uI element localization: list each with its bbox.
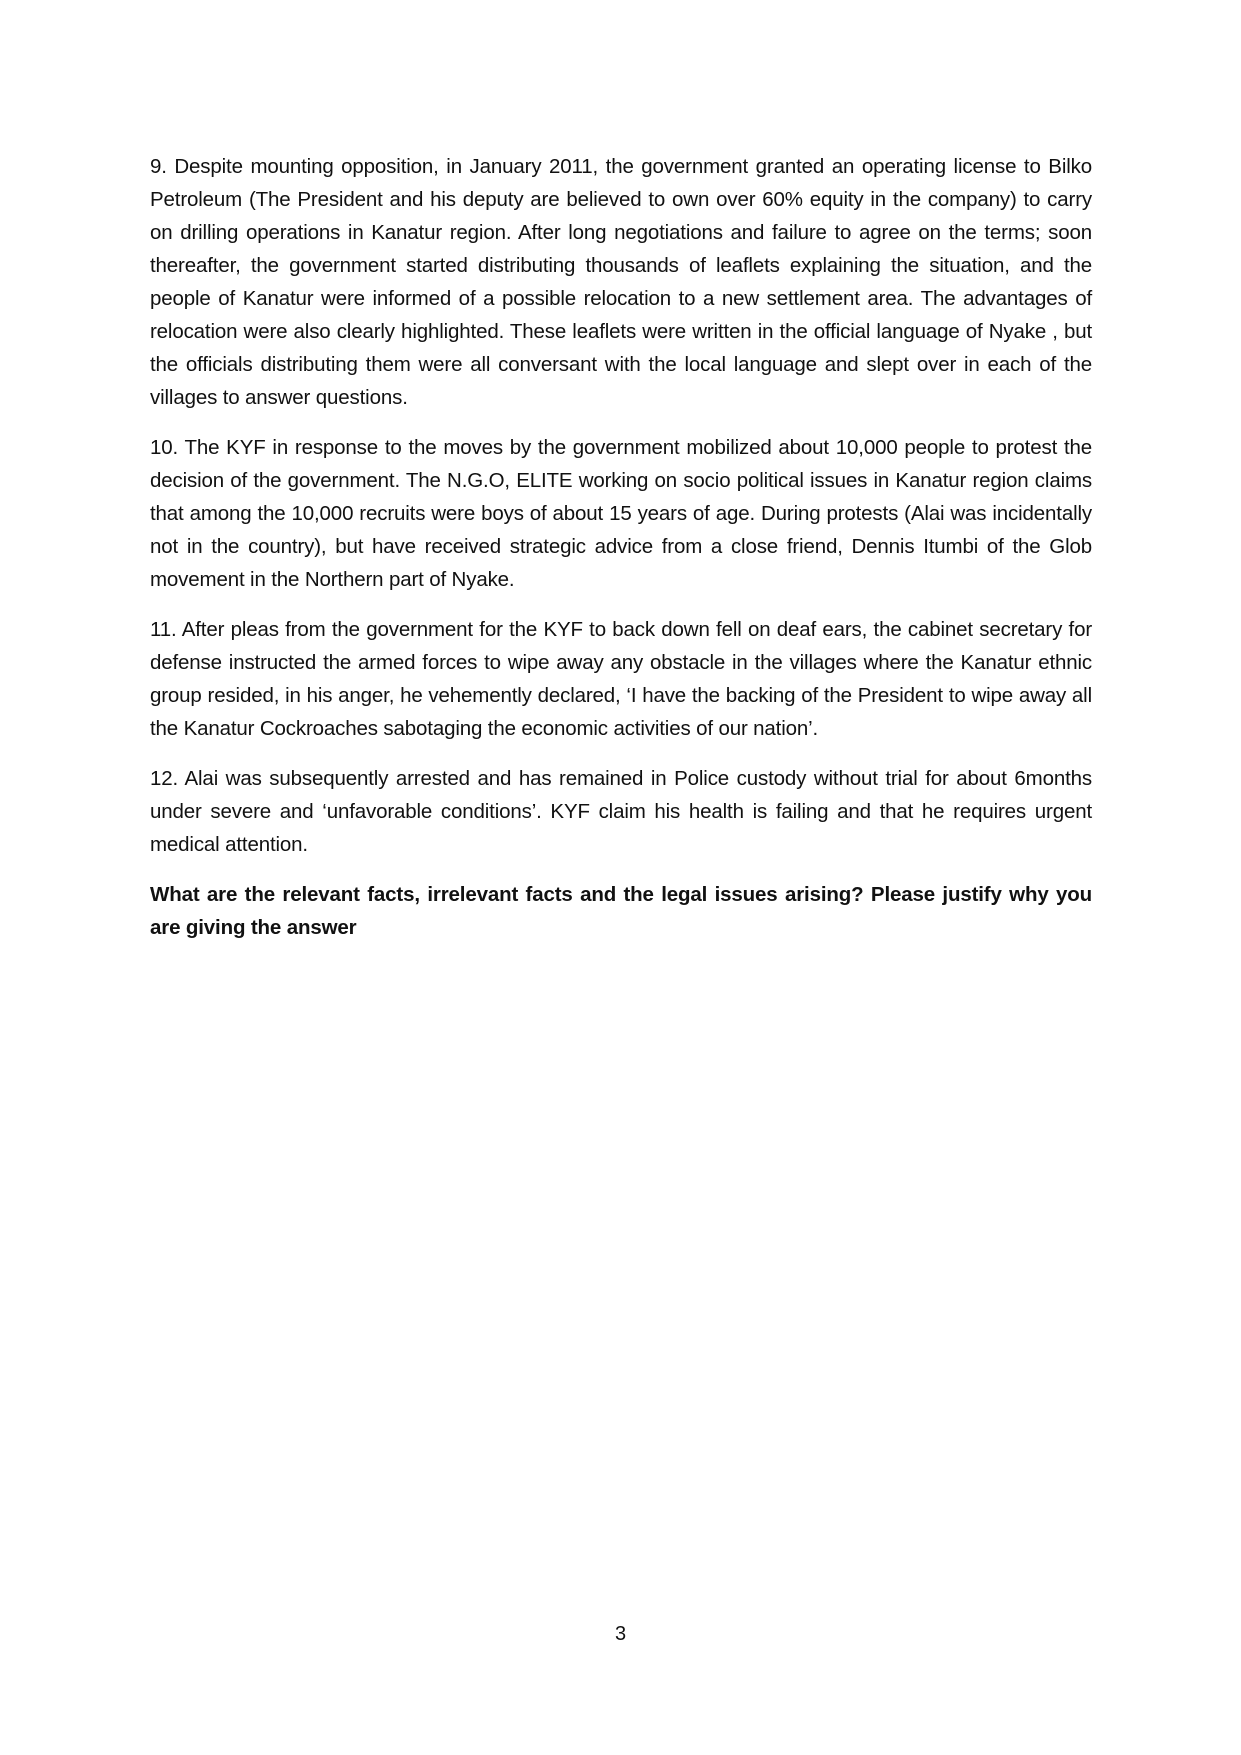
question-text: What are the relevant facts, irrelevant facts and the legal issues arising? Please justify why you are giving the answer xyxy=(150,883,1092,939)
paragraph-11: 11. After pleas from the government for the KYF to back down fell on deaf ears, the cabinet secretary for defense instructed the armed forces to wipe away any obstacle in the villages where the Kanatur ethnic group resided, in his anger, he vehemently declared, ‘I have the backing of the President to wipe away all the Kanatur Cockroaches sabotaging the economic activities of our nation’. xyxy=(150,618,1092,740)
page-number: 3 xyxy=(614,1623,627,1645)
document-body xyxy=(150,150,1092,944)
paragraph-12: 12. Alai was subsequently arrested and has remained in Police custody without trial for about 6months under severe and ‘unfavorable conditions’. KYF claim his health is failing and that he requires urgent medical attention. xyxy=(150,767,1092,856)
paragraph-9: 9. Despite mounting opposition, in January 2011, the government granted an operating license to Bilko Petroleum (The President and his deputy are believed to own over 60% equity in the company) to carry on drilling operations in Kanatur region. After long negotiations and failure to agree on the terms; soon thereafter, the government started distributing thousands of leaflets explaining the situation, and the people of Kanatur were informed of a possible relocation to a new settlement area. The advantages of relocation were also clearly highlighted. These leaflets were written in the official language of Nyake , but the officials distributing them were all conversant with the local language and slept over in each of the villages to answer questions. xyxy=(150,155,1092,409)
paragraph-10: 10. The KYF in response to the moves by the government mobilized about 10,000 people to protest the decision of the government. The N.G.O, ELITE working on socio political issues in Kanatur region claims that among the 10,000 recruits were boys of about 15 years of age. During protests (Alai was incidentally not in the country), but have received strategic advice from a close friend, Dennis Itumbi of the Glob movement in the Northern part of Nyake. xyxy=(150,436,1092,591)
